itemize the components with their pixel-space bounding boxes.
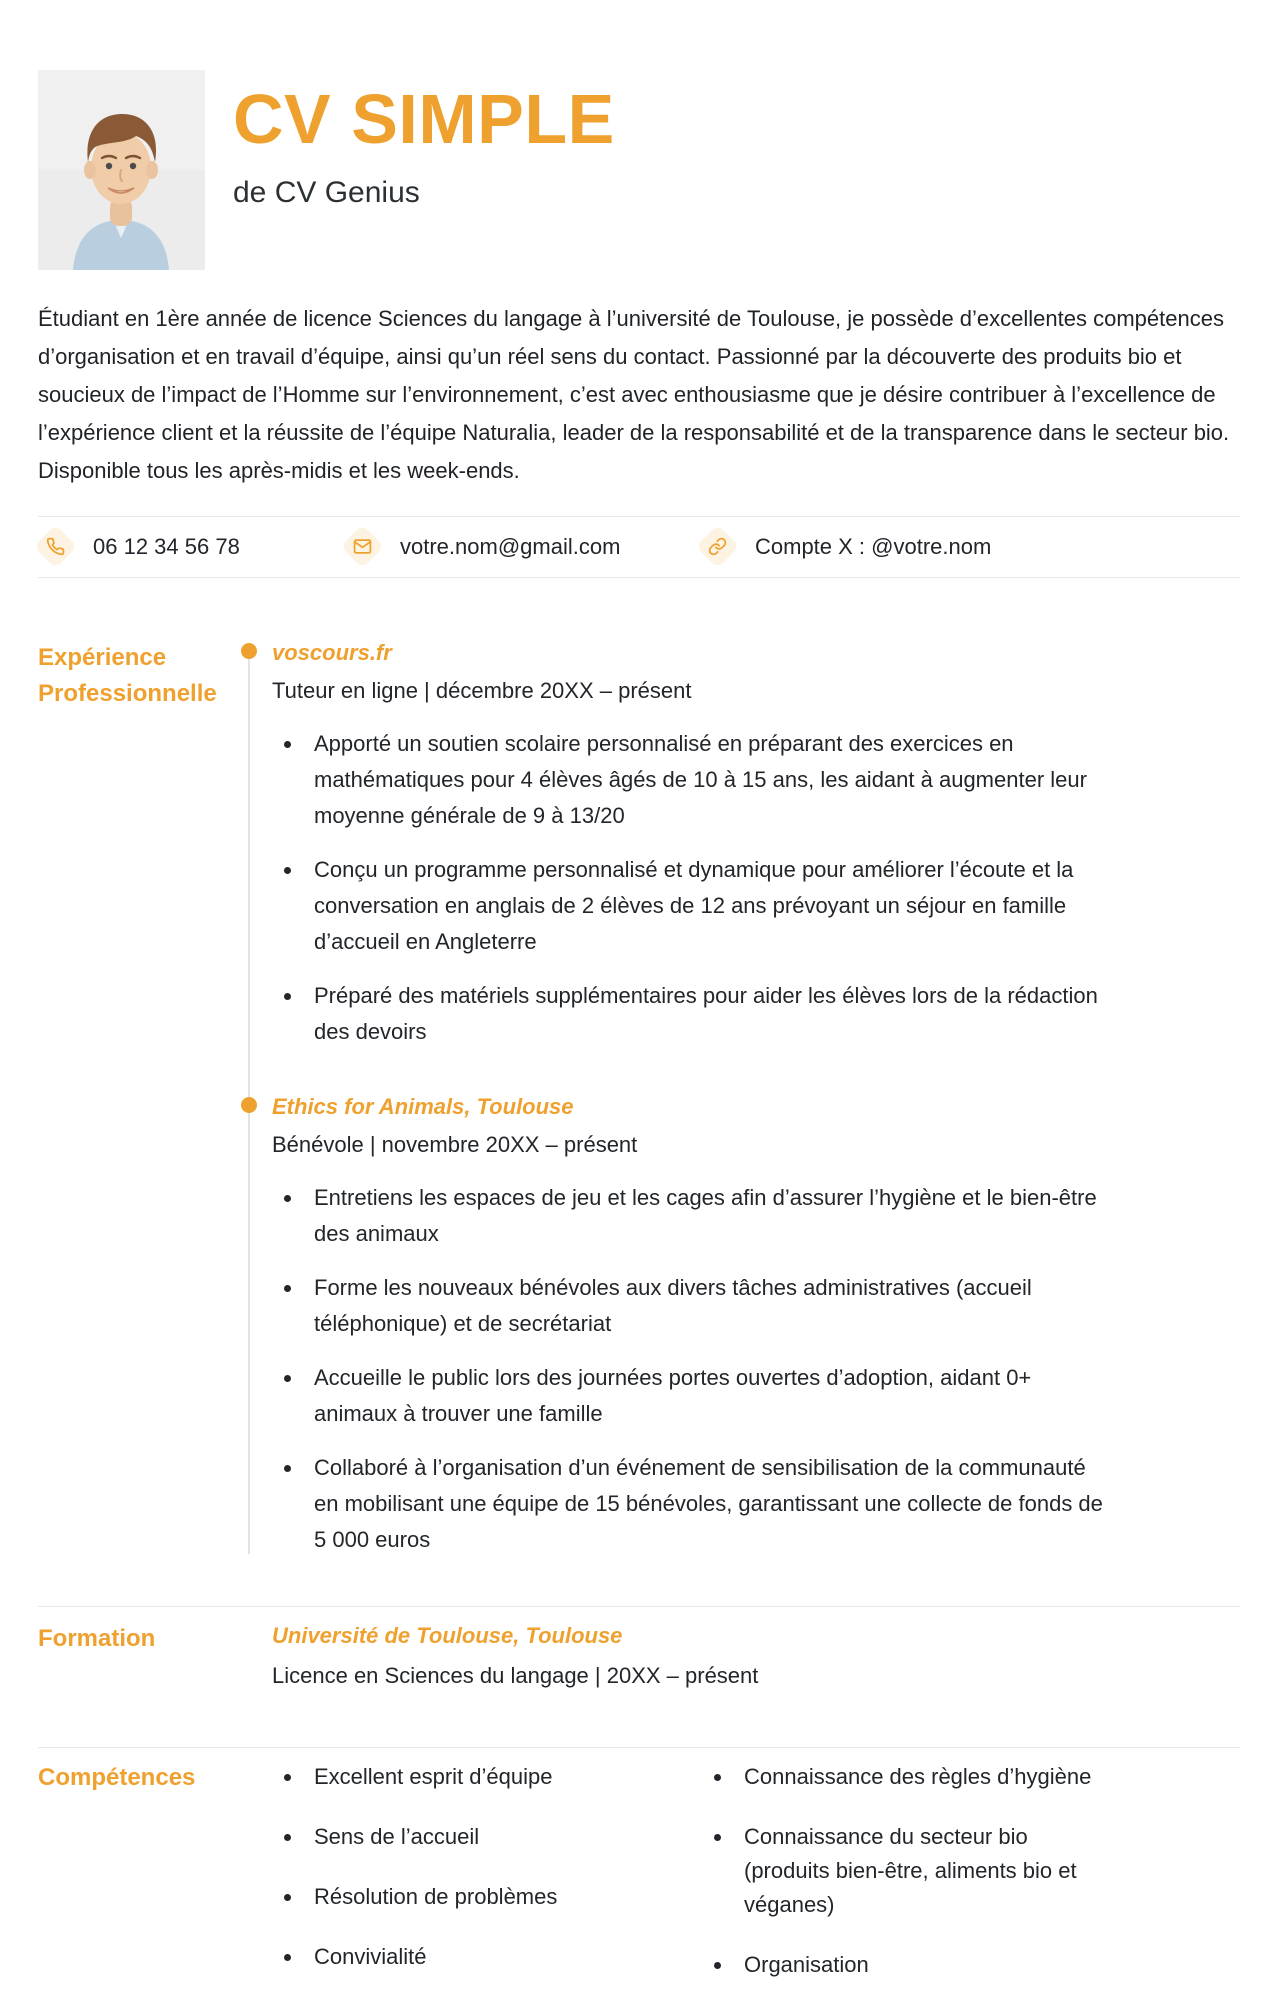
title-block: [233, 70, 615, 210]
envelope-icon: [341, 525, 385, 569]
section-experience: [38, 640, 1240, 1558]
job-bullets: [272, 726, 1240, 1050]
skill-item: • Excellent esprit d’équipe: [304, 1760, 664, 1794]
experience-entries: [272, 640, 1240, 1558]
timeline-dot: [241, 643, 257, 659]
section-formation: [38, 1607, 1240, 1691]
skill-item: • Organisation: [734, 1948, 1094, 1982]
section-competences: [38, 1748, 1240, 1982]
skill-item: • Résolution de problèmes: [304, 1880, 664, 1914]
bullet-item: • Collaboré à l’organisation d’un événement de sensibilisation de la communauté en mobilisant une équipe de 15 bénévoles, garantissant une collecte de fonds de 5 000 euros: [304, 1450, 1104, 1558]
divider: [38, 577, 1240, 578]
job-company: Ethics for Animals, Toulouse: [272, 1094, 574, 1119]
formation-heading: Formation: [38, 1625, 156, 1652]
skills-left: [272, 1760, 702, 1982]
profile-photo-illustration: [38, 70, 205, 270]
bullet-item: • Conçu un programme personnalisé et dynamique pour améliorer l’écoute et la conversation en anglais de 2 élèves de 12 ans prévoyant un séjour en famille d’accueil en Angleterre: [304, 852, 1104, 960]
social-item: [702, 531, 1240, 562]
header: [38, 70, 1240, 270]
profile-summary: Étudiant en 1ère année de licence Sciences du langage à l’université de Toulouse, je possède d’excellentes compétences d’organisation et en travail d’équipe, ainsi qu’un réel sens du contact. Passionné par la découverte des produits bio et soucieux de l’impact de l’Homme sur l’environnement, c’est avec enthousiasme que je désire contribuer à l’excellence de l’expérience client et la réussite de l’équipe Naturalia, leader de la responsabilité et de la transparence dans le secteur bio. Disponible tous les après-midis et les week-ends.: [38, 306, 1230, 483]
social-value: Compte X : @votre.nom: [755, 533, 992, 559]
job-role: Bénévole | novembre 20XX – présent: [272, 1132, 638, 1157]
phone-value: 06 12 34 56 78: [93, 533, 240, 559]
bullet-item: • Entretiens les espaces de jeu et les cages afin d’assurer l’hygiène et le bien-être des animaux: [304, 1180, 1104, 1252]
job-company: voscours.fr: [272, 640, 392, 665]
skill-item: • Sens de l’accueil: [304, 1820, 664, 1854]
competences-heading: Compétences: [38, 1764, 196, 1791]
phone-item: [40, 531, 347, 562]
formation-entry: [272, 1621, 1240, 1691]
page-subtitle: de CV Genius: [233, 176, 420, 209]
bullet-item: • Forme les nouveaux bénévoles aux divers tâches administratives (accueil téléphonique) et de secrétariat: [304, 1270, 1104, 1342]
bullet-item: • Apporté un soutien scolaire personnalisé en préparant des exercices en mathématiques pour 4 élèves âgés de 10 à 15 ans, les aidant à augmenter leur moyenne générale de 9 à 13/20: [304, 726, 1104, 834]
skill-item: • Connaissance du secteur bio (produits bien-être, aliments bio et véganes): [734, 1820, 1094, 1922]
contact-bar: [38, 517, 1240, 577]
job-entry: [272, 1094, 1240, 1558]
experience-heading: Expérience Professionnelle: [38, 644, 217, 707]
job-role: Tuteur en ligne | décembre 20XX – présent: [272, 678, 692, 703]
job-entry: [272, 640, 1240, 1050]
phone-icon: [34, 525, 78, 569]
job-bullets: [272, 1180, 1240, 1558]
link-icon: [696, 525, 740, 569]
bullet-item: • Accueille le public lors des journées portes ouvertes d’adoption, aidant 0+ animaux à trouver une famille: [304, 1360, 1104, 1432]
timeline-dot: [241, 1097, 257, 1113]
page-title: CV SIMPLE: [233, 80, 615, 158]
profile-photo: [38, 70, 205, 270]
email-item: [347, 531, 702, 562]
formation-degree: Licence en Sciences du langage | 20XX – présent: [272, 1663, 759, 1688]
email-value: votre.nom@gmail.com: [400, 533, 621, 559]
skills-columns: [272, 1760, 1240, 1982]
skills-right: [702, 1760, 1240, 1982]
bullet-item: • Préparé des matériels supplémentaires pour aider les élèves lors de la rédaction des devoirs: [304, 978, 1104, 1050]
skill-item: • Connaissance des règles d’hygiène: [734, 1760, 1094, 1794]
formation-school: Université de Toulouse, Toulouse: [272, 1623, 623, 1648]
skill-item: • Convivialité: [304, 1940, 664, 1974]
